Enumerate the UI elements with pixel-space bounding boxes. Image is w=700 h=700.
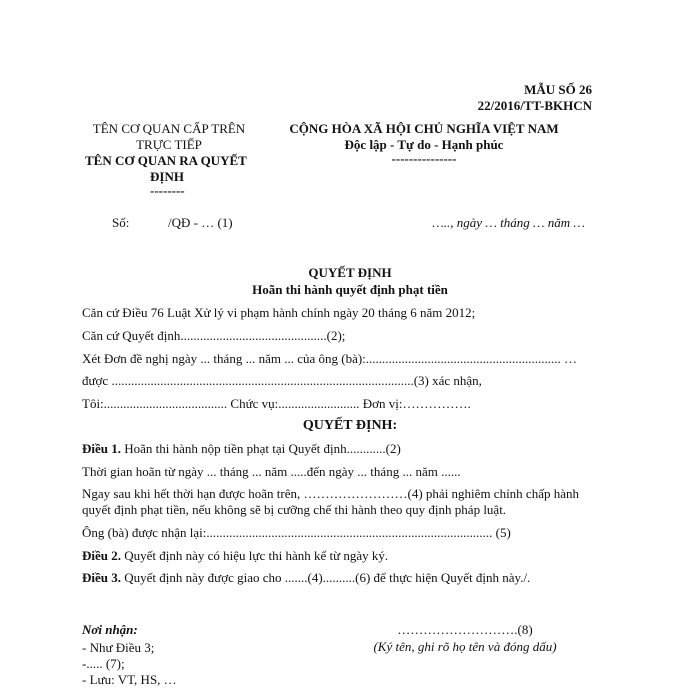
signature-line: ……………………….(8) [397, 622, 533, 637]
article-1-obligation-line2: quyết định phạt tiền, nếu không sẽ bị cưỡng chế thi hành theo quy định pháp luật. [82, 502, 507, 517]
date-line: ….., ngày … tháng … năm … [432, 215, 585, 230]
recipient-item: - Như Điều 3; [82, 640, 155, 655]
issuing-agency-line1: TÊN CƠ QUAN RA QUYẾT [85, 153, 247, 168]
issuing-agency-line2: ĐỊNH [150, 169, 184, 184]
article-1-period: Thời gian hoãn từ ngày ... tháng ... năm .....đến ngày ... tháng ... năm ...... [82, 464, 461, 479]
preamble-line: Căn cứ Quyết định.............................................(2); [82, 328, 346, 343]
number-label: Số: [112, 215, 130, 230]
article-1-returned-items: Ông (bà) được nhận lại:........................................................................................ (5) [82, 525, 511, 540]
preamble-line: Xét Đơn đề nghị ngày ... tháng ... năm ... của ông (bà):............................................................ … [82, 351, 578, 366]
national-motto: Độc lập - Tự do - Hạnh phúc [344, 137, 504, 152]
preamble-line: được .............................................................................................(3) xác nhận, [82, 373, 482, 388]
article-3-text: Quyết định này được giao cho .......(4)..........(6) để thực hiện Quyết định này./. [121, 570, 531, 585]
preamble-line: Căn cứ Điều 76 Luật Xử lý vi phạm hành chính ngày 20 tháng 6 năm 2012; [82, 305, 476, 320]
article-2-text: Quyết định này có hiệu lực thi hành kể từ ngày ký. [121, 548, 389, 563]
preamble-line: Tôi:...................................... Chức vụ:......................... Đơn vị:……………. [82, 396, 471, 411]
article-1 [82, 441, 401, 457]
article-2 [82, 548, 388, 564]
agency-divider: -------- [150, 183, 185, 198]
national-divider: --------------- [391, 151, 457, 166]
signature-note: (Ký tên, ghi rõ họ tên và đóng dấu) [373, 639, 557, 654]
recipient-item: -..... (7); [82, 656, 125, 671]
form-code-line2: 22/2016/TT-BKHCN [477, 98, 592, 113]
article-3-label: Điều 3. [82, 570, 121, 585]
form-code-line1: MẪU SỐ 26 [524, 82, 592, 97]
decides-heading: QUYẾT ĐỊNH: [302, 418, 398, 433]
national-title: CỘNG HÒA XÃ HỘI CHỦ NGHĨA VIỆT NAM [289, 121, 559, 136]
article-1-obligation-line1: Ngay sau khi hết thời hạn được hoãn trên, ……………………(4) phải nghiêm chỉnh chấp hành [82, 486, 579, 501]
article-1-label: Điều 1. [82, 441, 121, 456]
parent-agency-line2: TRỰC TIẾP [136, 137, 202, 152]
decision-title: QUYẾT ĐỊNH [308, 265, 392, 280]
recipients-heading: Nơi nhận: [82, 622, 138, 637]
article-2-label: Điều 2. [82, 548, 121, 563]
article-3 [82, 570, 530, 586]
parent-agency-line1: TÊN CƠ QUAN CẤP TRÊN [92, 121, 246, 136]
article-1-text: Hoãn thi hành nộp tiền phạt tại Quyết định............(2) [121, 441, 401, 456]
recipient-item: - Lưu: VT, HS, … [82, 672, 177, 687]
number-code: /QĐ - … (1) [168, 215, 233, 230]
decision-subtitle: Hoãn thi hành quyết định phạt tiền [252, 282, 448, 297]
